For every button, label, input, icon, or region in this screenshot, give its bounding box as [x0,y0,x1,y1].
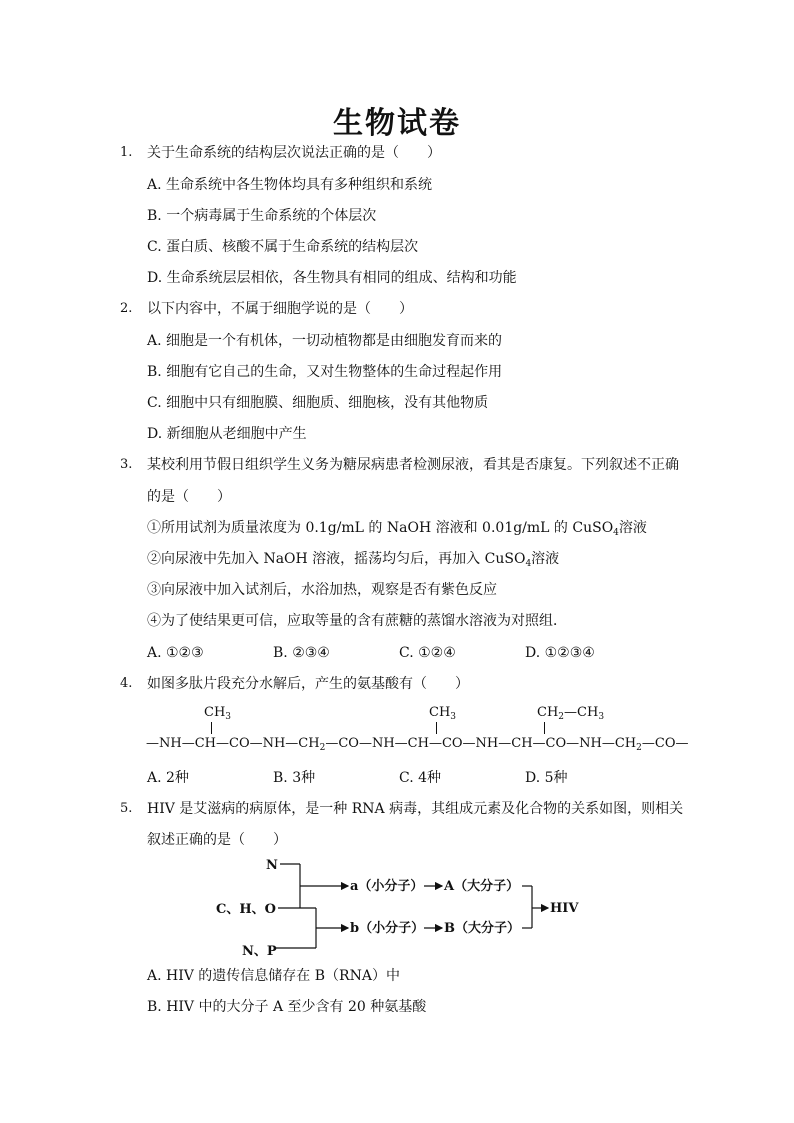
question-5-number: 5. [120,801,133,816]
question-2-option-c: C. 细胞中只有细胞膜、细胞质、细胞核，没有其他物质 [147,395,489,411]
question-3-statement-1 [147,518,647,538]
page-title: 生物试卷 [333,106,461,141]
methyl-2-text: CH [429,705,451,720]
chain-sub-1: 2 [319,743,326,753]
question-2-option-a: A. 细胞是一个有机体，一切动植物都是由细胞发育而来的 [147,333,503,349]
chain-sub-2: 2 [636,743,642,753]
question-2-number: 2. [120,301,133,316]
question-4-option-c: C. 4种 [399,770,442,786]
ethyl-ch3-text: —CH [564,705,599,720]
statement-2-text: ②向尿液中先加入 NaOH 溶液，摇荡均匀后，再加入 CuSO [147,551,526,567]
element-cho-label: C、H、O [216,902,276,917]
question-1-option-d: D. 生命系统层层相依，各生物具有相同的组成、结构和功能 [147,270,517,286]
ethyl-ch2-sub: 2 [558,712,565,722]
hiv-label: HIV [550,901,579,916]
small-molecule-b: b（小分子） [350,921,425,936]
bond-line-1 [211,722,212,734]
chain-part-1: —NH—CH—CO—NH—CH [146,736,320,751]
question-4-number: 4. [120,676,133,691]
question-3-number: 3. [120,457,133,472]
question-1-option-c: C. 蛋白质、核酸不属于生命系统的结构层次 [147,239,419,255]
hiv-composition-diagram [210,852,590,962]
question-5-option-b: B. HIV 中的大分子 A 至少含有 20 种氨基酸 [147,999,427,1015]
question-5-stem-line1: HIV 是艾滋病的病原体，是一种 RNA 病毒，其组成元素及化合物的关系如图，则相关 [147,801,684,817]
chain-part-3: —CO— [641,736,689,751]
question-5-stem-line2: 叙述正确的是（ ） [147,832,287,848]
question-1-option-a: A. 生命系统中各生物体均具有多种组织和系统 [147,177,433,193]
methyl-2-sub: 3 [450,712,457,722]
statement-2-tail: 溶液 [531,551,560,567]
question-2-stem: 以下内容中，不属于细胞学说的是（ ） [147,301,413,317]
question-3-option-d: D. ①②③④ [525,645,595,661]
question-3-stem-line2: 的是（ ） [147,489,231,505]
ethyl-ch3-sub: 3 [598,712,605,722]
question-1-option-b: B. 一个病毒属于生命系统的个体层次 [147,208,377,224]
statement-2-subscript: 4 [525,559,532,569]
question-3-statement-2 [147,549,559,569]
question-4-stem: 如图多肽片段充分水解后，产生的氨基酸有（ ） [147,676,469,692]
element-n-label: N [266,858,278,873]
methyl-group-1 [204,705,231,721]
small-molecule-a: a（小分子） [350,879,424,894]
question-4-option-d: D. 5种 [525,770,568,786]
question-3-stem-line1: 某校利用节假日组织学生义务为糖尿病患者检测尿液，看其是否康复。下列叙述不正确 [147,457,679,473]
statement-1-tail: 溶液 [618,520,647,536]
question-5-option-a: A. HIV 的遗传信息储存在 B（RNA）中 [147,968,400,984]
question-4-option-a: A. 2种 [147,770,189,786]
statement-1-subscript: 4 [613,528,619,538]
statement-1-text: ①所用试剂为质量浓度为 0.1g/mL 的 NaOH 溶液和 0.01g/mL 的 CuSO [147,520,614,536]
question-3-option-b: B. ②③④ [273,645,330,661]
question-3-option-c: C. ①②④ [399,645,456,661]
bond-line-3 [544,722,545,734]
question-1-number: 1. [120,145,133,160]
question-3-option-a: A. ①②③ [147,645,204,661]
methyl-1-sub: 3 [225,712,232,722]
chain-part-2: —CO—NH—CH—CO—NH—CH—CO—NH—CH [325,736,637,751]
element-np-label: N、P [242,944,277,959]
methyl-1-text: CH [204,705,226,720]
ethyl-ch2-text: CH [537,705,559,720]
question-2-option-b: B. 细胞有它自己的生命，又对生物整体的生命过程起作用 [147,364,503,380]
macromolecule-B: B（大分子） [444,921,520,936]
question-2-option-d: D. 新细胞从老细胞中产生 [147,426,307,442]
methyl-group-2 [429,705,456,721]
question-3-statement-3: ③向尿液中加入试剂后，水浴加热，观察是否有紫色反应 [147,582,497,598]
macromolecule-A: A（大分子） [444,879,520,894]
ethyl-group [537,705,604,721]
peptide-main-chain [146,736,689,752]
question-1-stem: 关于生命系统的结构层次说法正确的是（ ） [147,145,441,161]
bond-line-2 [436,722,437,734]
question-3-statement-4: ④为了使结果更可信，应取等量的含有蔗糖的蒸馏水溶液为对照组． [147,613,567,629]
question-4-option-b: B. 3种 [273,770,316,786]
